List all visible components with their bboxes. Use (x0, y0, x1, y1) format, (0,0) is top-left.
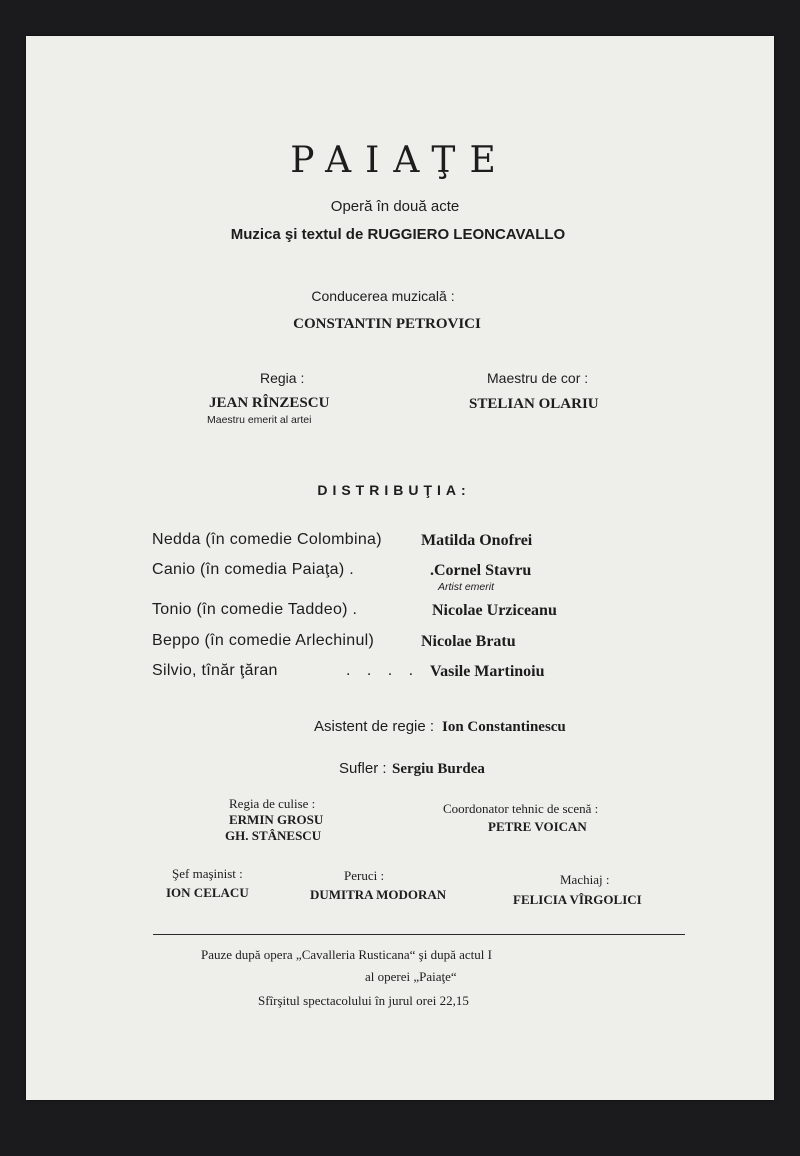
chorus-master-name: STELIAN OLARIU (469, 396, 599, 412)
cast-role: Nedda (în comedie Colombina) (152, 531, 382, 548)
wigs-label: Peruci : (344, 868, 385, 883)
divider (153, 934, 685, 935)
chief-machinist-name: ION CELACU (166, 885, 249, 900)
conductor-name: CONSTANTIN PETROVICI (293, 316, 481, 332)
cast-role: Canio (în comedia Paiaţa) . (152, 561, 354, 578)
technical-coordinator-label: Coordonator tehnic de scenă : (443, 801, 599, 816)
stage-direction-name: ERMIN GROSU (229, 812, 324, 827)
makeup-name: FELICIA VÎRGOLICI (513, 892, 642, 907)
cast-role: Beppo (în comedie Arlechinul) (152, 632, 375, 649)
wigs-name: DUMITRA MODORAN (310, 887, 447, 902)
chorus-master-label: Maestru de cor : (487, 370, 589, 386)
footer-line: Sfîrşitul spectacolului în jurul orei 22,15 (258, 993, 469, 1008)
cast-role: Tonio (în comedie Taddeo) . (152, 601, 358, 618)
director-name: JEAN RÎNZESCU (209, 395, 330, 411)
cast-heading: DISTRIBUŢIA: (317, 482, 471, 498)
stage-direction-label: Regia de culise : (229, 796, 316, 811)
makeup-label: Machiaj : (560, 872, 610, 887)
subtitle: Operă în două acte (330, 198, 460, 215)
prompter-label: Sufler : (339, 760, 387, 777)
cast-actor: .Cornel Stavru (430, 562, 532, 579)
cast-actor: Matilda Onofrei (421, 532, 533, 549)
cast-actor-note: Artist emerit (438, 581, 495, 593)
page-title: PAIAŢE (290, 140, 510, 181)
cast-actor: Vasile Martinoiu (430, 663, 545, 680)
conductor-label: Conducerea muzicală : (311, 288, 455, 304)
cast-actor: Nicolae Bratu (421, 633, 516, 650)
cast-actor: Nicolae Urziceanu (432, 602, 557, 619)
cast-role: Silvio, tînăr ţăran (152, 662, 278, 679)
assistant-director-name: Ion Constantinescu (442, 719, 566, 735)
footer-line: al operei „Paiaţe“ (365, 969, 457, 984)
footer-line: Pauze după opera „Cavalleria Rusticana“ şi după actul I (201, 947, 492, 962)
composer-line: Muzica şi textul de RUGGIERO LEONCAVALLO (230, 226, 566, 243)
technical-coordinator-name: PETRE VOICAN (488, 819, 587, 834)
dot-leader: . . . . (346, 662, 420, 679)
director-note: Maestru emerit al artei (207, 414, 312, 426)
stage-direction-name: GH. STÂNESCU (225, 828, 322, 843)
assistant-director-label: Asistent de regie : (314, 718, 435, 735)
director-label: Regia : (260, 370, 305, 386)
program-page (26, 36, 774, 1100)
prompter-name: Sergiu Burdea (392, 761, 485, 777)
chief-machinist-label: Şef maşinist : (172, 866, 243, 881)
